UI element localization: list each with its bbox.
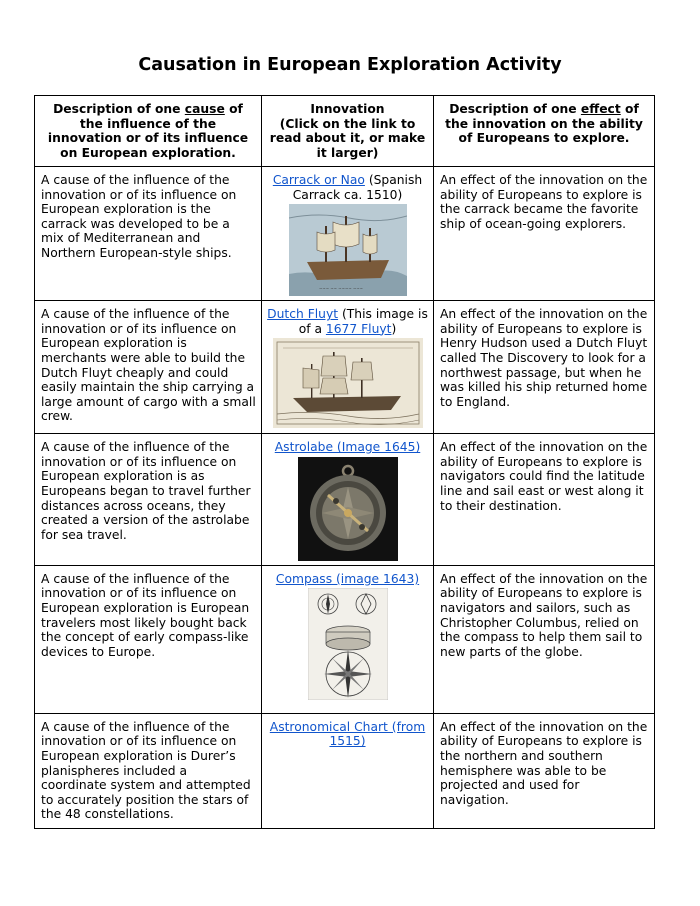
header-effect: Description of one effect of the innovation on the ability of Europeans to explore. xyxy=(434,96,655,167)
table-row xyxy=(35,167,655,301)
effect-cell: An effect of the innovation on the ability of Europeans to explore is navigators and sailors, such as Christopher Columbus, relied on the compass to help them sail to new parts of the globe. xyxy=(434,565,655,713)
effect-cell: An effect of the innovation on the ability of Europeans to explore is the northern and southern hemisphere was able to be projected and used for navigation. xyxy=(434,713,655,828)
effect-cell: An effect of the innovation on the ability of Europeans to explore is Henry Hudson used a Dutch Fluyt called The Discovery to look for a northwest passage, but when he was killed his ship returned home to England. xyxy=(434,301,655,434)
innovation-cell: Dutch Fluyt (This image is of a 1677 Fluyt) xyxy=(262,301,434,434)
astrolabe-photo[interactable] xyxy=(298,457,398,561)
innovation-cell xyxy=(262,565,434,713)
dutch-fluyt-engraving[interactable] xyxy=(273,338,423,428)
astronomical-chart-link[interactable]: Astronomical Chart (from 1515) xyxy=(269,719,426,749)
table-row xyxy=(35,713,655,828)
exploration-table xyxy=(34,95,655,829)
carrack-ship-illustration[interactable] xyxy=(289,204,407,296)
innovation-cell: Carrack or Nao (Spanish Carrack ca. 1510) ~~~ ~~ ~~~~ ~~~ xyxy=(262,167,434,301)
page-title: Causation in European Exploration Activity xyxy=(138,55,562,75)
innovation-cell xyxy=(262,713,434,828)
cause-cell: A cause of the influence of the innovation or of its influence on European exploration is as Europeans began to travel further distances across oceans, they created a version of the astrolabe for sea travel. xyxy=(35,434,262,566)
effect-cell: An effect of the innovation on the ability of Europeans to explore is navigators could find the latitude line and sail east or west along it to their destination. xyxy=(434,434,655,566)
astrolabe-link[interactable]: Astrolabe (Image 1645) xyxy=(274,440,421,455)
innovation-cell xyxy=(262,434,434,566)
table-row xyxy=(35,434,655,566)
carrack-link[interactable]: Carrack or Nao xyxy=(272,173,365,187)
table-row xyxy=(35,565,655,713)
header-cause: Description of one cause of the influence of the innovation or of its influence on European exploration. xyxy=(35,96,262,167)
cause-cell: A cause of the influence of the innovation or of its influence on European exploration is Durer’s planispheres included a coordinate system and attempted to accurately position the stars of the 48 constellations. xyxy=(35,713,262,828)
svg-text:~~~ ~~ ~~~~ ~~~: ~~~ ~~ ~~~~ ~~~ xyxy=(318,286,363,292)
cause-cell: A cause of the influence of the innovation or of its influence on European exploration is European travelers most likely bought back the concept of early compass-like devices to Europe. xyxy=(35,565,262,713)
table-row xyxy=(35,301,655,434)
header-row xyxy=(35,96,655,167)
effect-cell: An effect of the innovation on the ability of Europeans to explore is the carrack became the favorite ship of ocean-going explorers. xyxy=(434,167,655,301)
cause-cell: A cause of the influence of the innovation or of its influence on European exploration is the carrack was developed to be a mix of Mediterranean and Northern European-style ships. xyxy=(35,167,262,301)
header-innovation: Innovation (Click on the link to read about it, or make it larger) xyxy=(262,96,434,167)
compass-link[interactable]: Compass (image 1643) xyxy=(275,571,420,586)
compass-engraving[interactable] xyxy=(308,588,388,700)
fluyt-1677-link[interactable]: 1677 Fluyt xyxy=(325,321,392,336)
cause-cell: A cause of the influence of the innovation or of its influence on European exploration is merchants were able to build the Dutch Fluyt cheaply and could easily maintain the ship carrying a large amount of cargo with a small crew. xyxy=(35,301,262,434)
dutch-fluyt-link[interactable]: Dutch Fluyt xyxy=(267,307,339,322)
